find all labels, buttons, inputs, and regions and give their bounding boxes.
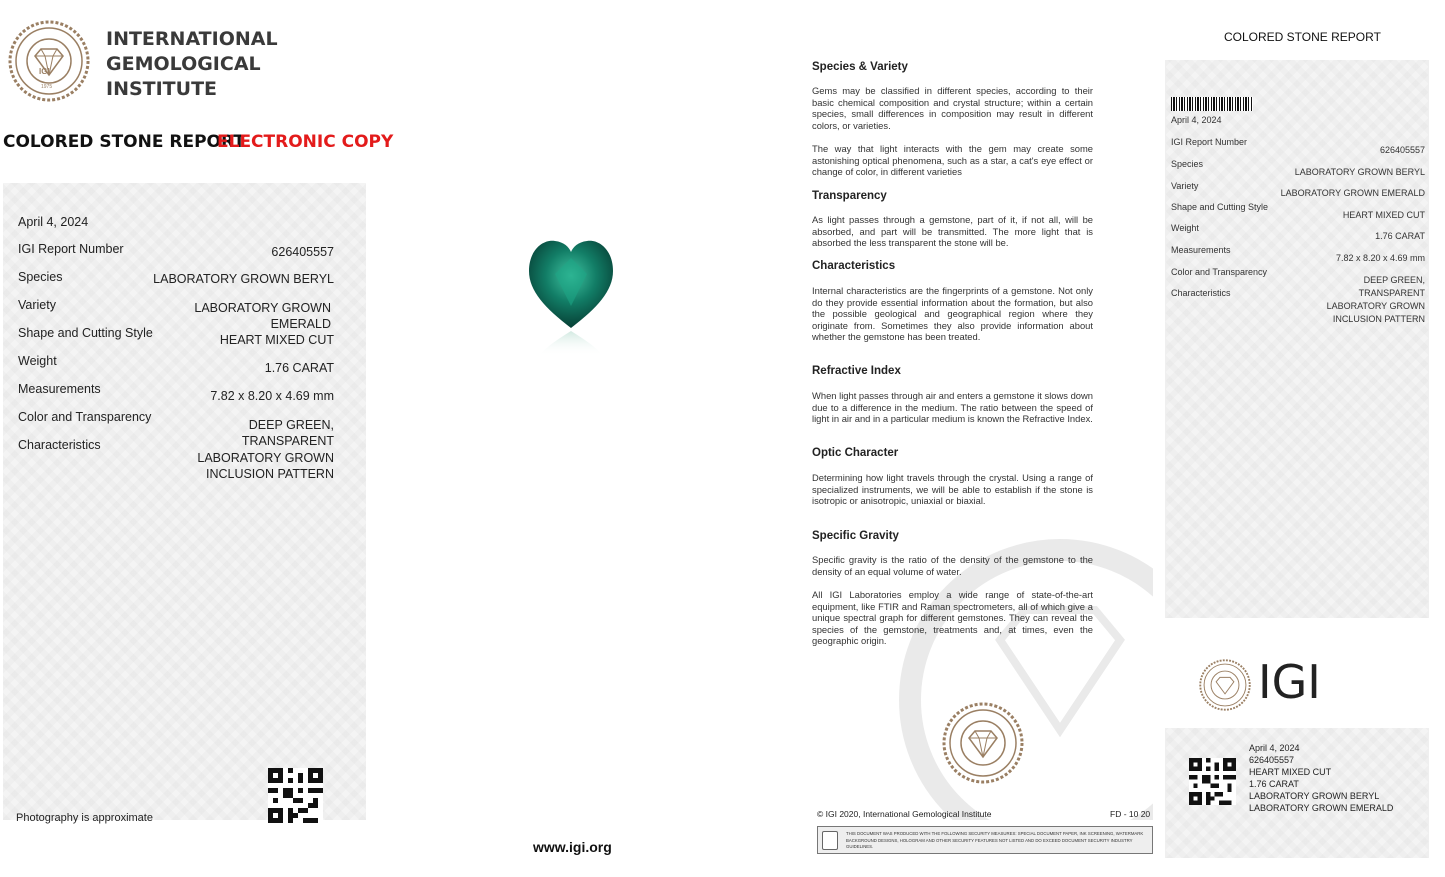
para-species-1: Gems may be classified in different species, according to their basic chemical composition and crystal structure; within a certain species, small differences in composition may result in different colors, or varieties. <box>812 85 1093 131</box>
label-weight: Weight <box>18 354 57 368</box>
stub-details <box>1249 742 1393 814</box>
brand-name <box>106 27 278 102</box>
label-characteristics: Characteristics <box>18 438 101 452</box>
seal-initials: IGI <box>39 67 50 76</box>
report-date: April 4, 2024 <box>18 215 89 229</box>
value-characteristics: LABORATORY GROWN INCLUSION PATTERN <box>197 451 334 481</box>
right-label-characteristics: Characteristics <box>1171 288 1231 298</box>
brand-line-3: INSTITUTE <box>106 78 218 100</box>
right-label-variety: Variety <box>1171 181 1199 191</box>
right-label-color-transparency: Color and Transparency <box>1171 267 1268 277</box>
igi-seal-small <box>1199 659 1251 711</box>
right-label-species: Species <box>1171 159 1204 169</box>
right-value-weight: 1.76 CARAT <box>1375 231 1425 241</box>
para-species-2: The way that light interacts with the gem may create some astonishing optical phenomena, such as a star, a cat's eye effect or change of color, in different varieties <box>812 143 1093 177</box>
para-specific-gravity-1: Specific gravity is the ratio of the density of the gemstone to the density of an equal volume of water. <box>812 554 1093 577</box>
qr-code[interactable] <box>268 768 323 823</box>
brand-line-1: INTERNATIONAL <box>106 28 278 50</box>
value-measurements: 7.82 x 8.20 x 4.69 mm <box>210 389 334 403</box>
label-report-number: IGI Report Number <box>18 242 124 256</box>
value-species: LABORATORY GROWN BERYL <box>153 272 334 286</box>
value-weight: 1.76 CARAT <box>264 361 334 375</box>
stub-qr-code[interactable] <box>1189 758 1236 805</box>
igi-seal-logo <box>8 20 90 102</box>
brand-line-2: GEMOLOGICAL <box>106 53 261 75</box>
value-shape: HEART MIXED CUT <box>219 333 334 347</box>
value-report-number: 626405557 <box>271 245 334 259</box>
heading-refractive-index: Refractive Index <box>812 365 901 377</box>
security-note: THIS DOCUMENT WAS PRODUCED WITH THE FOLLOWING SECURITY MEASURES: SPECIAL DOCUMENT PAPER, INK SCREENING, WATERMARK BACKGROUND DESIGNS, HOLOGRAM AND OTHER SECURITY FEATURES NOT LISTED AND DO EXCEED DOCUMENT SECURITY INDUSTRY GUIDELINES. <box>846 831 1144 849</box>
electronic-copy-label: ELECTRONIC COPY <box>217 132 394 152</box>
security-box <box>817 826 1153 854</box>
label-measurements: Measurements <box>18 382 101 396</box>
label-species: Species <box>18 270 63 284</box>
stub-shape: HEART MIXED CUT <box>1249 767 1332 777</box>
value-color-transparency: DEEP GREEN, TRANSPARENT <box>241 418 334 448</box>
heading-species-variety: Species & Variety <box>812 61 908 73</box>
heading-characteristics: Characteristics <box>812 260 896 272</box>
para-specific-gravity-2: All IGI Laboratories employ a wide range of state-of-the-art equipment, like FTIR and Raman spectrometers, all of which give a unique spectral graph for different gemstones. They can reveal the species of the gemstone, treatments and, at times, even the geographic origin. <box>812 589 1093 646</box>
heading-optic-character: Optic Character <box>812 447 899 459</box>
stub-report-number: 626405557 <box>1249 755 1295 765</box>
value-variety: LABORATORY GROWN EMERALD <box>194 301 331 331</box>
right-value-measurements: 7.82 x 8.20 x 4.69 mm <box>1335 253 1425 263</box>
right-label-weight: Weight <box>1171 223 1199 233</box>
heading-specific-gravity: Specific Gravity <box>812 530 899 542</box>
report-title: COLORED STONE REPORT <box>3 132 245 152</box>
seal-year: 1975 <box>41 84 53 90</box>
stub-date: April 4, 2024 <box>1249 743 1300 753</box>
right-label-measurements: Measurements <box>1171 245 1231 255</box>
stub-weight: 1.76 CARAT <box>1249 779 1299 789</box>
para-refractive-index: When light passes through air and enters a gemstone it slows down due to a difference in the medium. The ratio between the speed of light in air and in a particular medium is known the Refractive Index. <box>812 390 1093 424</box>
igi-logo-text: IGI <box>1258 655 1321 709</box>
right-label-report-number: IGI Report Number <box>1171 137 1248 147</box>
website-link[interactable]: www.igi.org <box>533 839 612 855</box>
copyright: © IGI 2020, International Gemological Institute <box>817 809 992 819</box>
photo-note: Photography is approximate <box>16 812 153 824</box>
stub-variety: LABORATORY GROWN EMERALD <box>1249 803 1394 813</box>
heading-transparency: Transparency <box>812 190 887 202</box>
label-shape: Shape and Cutting Style <box>18 326 153 340</box>
right-date: April 4, 2024 <box>1171 115 1222 125</box>
label-variety: Variety <box>18 298 56 312</box>
security-icon <box>822 831 838 850</box>
stub-species: LABORATORY GROWN BERYL <box>1249 791 1380 801</box>
right-value-shape: HEART MIXED CUT <box>1342 210 1425 220</box>
gemstone-photo <box>525 236 617 361</box>
barcode <box>1171 97 1253 111</box>
right-value-color-transparency: DEEP GREEN, TRANSPARENT <box>1358 275 1425 298</box>
right-value-variety: LABORATORY GROWN EMERALD <box>1280 188 1425 198</box>
right-value-characteristics: LABORATORY GROWN INCLUSION PATTERN <box>1326 301 1425 324</box>
form-code: FD - 10 20 <box>1110 809 1151 819</box>
right-report-title: COLORED STONE REPORT <box>1224 30 1381 44</box>
right-value-report-number: 626405557 <box>1379 145 1425 155</box>
right-value-species: LABORATORY GROWN BERYL <box>1294 167 1425 177</box>
para-optic-character: Determining how light travels through the crystal. Using a range of specialized instruments, we will be able to establish if the stone is isotropic or anisotropic, uniaxial or biaxial. <box>812 472 1093 506</box>
igi-seal-center <box>942 702 1024 784</box>
label-color-transparency: Color and Transparency <box>18 410 152 424</box>
para-characteristics: Internal characteristics are the fingerprints of a gemstone. Not only do they provide essential information about the formation, but also the possible geological and geographical region where they originate from. Sometimes they also provide information about whether the gemstone has been treated. <box>812 285 1093 342</box>
right-label-shape: Shape and Cutting Style <box>1171 202 1269 212</box>
para-transparency: As light passes through a gemstone, part of it, if not all, will be absorbed, and part will be transmitted. The more light that is absorbed the less transparent the stone will be. <box>812 214 1093 248</box>
